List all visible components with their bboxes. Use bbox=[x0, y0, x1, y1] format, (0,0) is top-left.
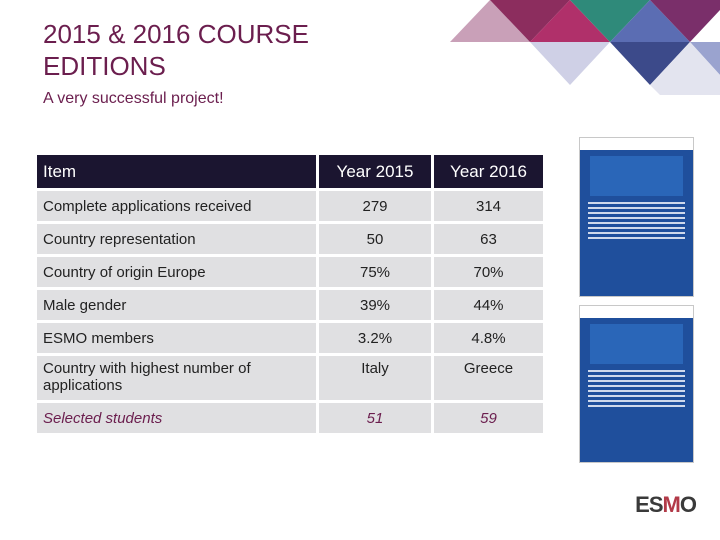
row-value-2015: Italy bbox=[319, 353, 434, 400]
row-value-2015: 50 bbox=[319, 221, 434, 254]
table-row bbox=[37, 320, 543, 353]
editions-table bbox=[37, 155, 543, 433]
table-row bbox=[37, 254, 543, 287]
table-row bbox=[37, 287, 543, 320]
header-year-2016: Year 2016 bbox=[434, 155, 543, 188]
decorative-triangles bbox=[445, 0, 720, 95]
row-item: Complete applications received bbox=[37, 188, 319, 221]
row-value-2016: 44% bbox=[434, 287, 543, 320]
row-item: Country of origin Europe bbox=[37, 254, 319, 287]
page-title: 2015 & 2016 COURSE EDITIONS bbox=[43, 19, 309, 81]
row-value-2016: Greece bbox=[434, 353, 543, 400]
table-row bbox=[37, 188, 543, 221]
row-item: ESMO members bbox=[37, 320, 319, 353]
header-year-2015: Year 2015 bbox=[319, 155, 434, 188]
row-item: Selected students bbox=[37, 400, 319, 433]
poster-text-lines bbox=[588, 370, 685, 407]
row-value-2016: 4.8% bbox=[434, 320, 543, 353]
row-value-2016: 314 bbox=[434, 188, 543, 221]
poster-header bbox=[580, 138, 693, 150]
row-value-2016: 63 bbox=[434, 221, 543, 254]
table-row bbox=[37, 353, 543, 400]
poster-header bbox=[580, 306, 693, 318]
row-value-2015: 3.2% bbox=[319, 320, 434, 353]
poster-image bbox=[590, 324, 683, 364]
table-header-row bbox=[37, 155, 543, 188]
course-poster-2016 bbox=[579, 305, 694, 463]
row-value-2015: 75% bbox=[319, 254, 434, 287]
row-item: Male gender bbox=[37, 287, 319, 320]
table-row bbox=[37, 221, 543, 254]
row-item: Country with highest number of applications bbox=[37, 353, 319, 400]
course-poster-2015 bbox=[579, 137, 694, 297]
row-value-2016: 59 bbox=[434, 400, 543, 433]
poster-text-lines bbox=[588, 202, 685, 239]
row-item: Country representation bbox=[37, 221, 319, 254]
table-row bbox=[37, 400, 543, 433]
row-value-2015: 51 bbox=[319, 400, 434, 433]
row-value-2015: 39% bbox=[319, 287, 434, 320]
row-value-2015: 279 bbox=[319, 188, 434, 221]
esmo-logo: ESMO bbox=[635, 492, 696, 517]
poster-image bbox=[590, 156, 683, 196]
header-item: Item bbox=[37, 155, 319, 188]
page-subtitle: A very successful project! bbox=[43, 90, 224, 107]
row-value-2016: 70% bbox=[434, 254, 543, 287]
